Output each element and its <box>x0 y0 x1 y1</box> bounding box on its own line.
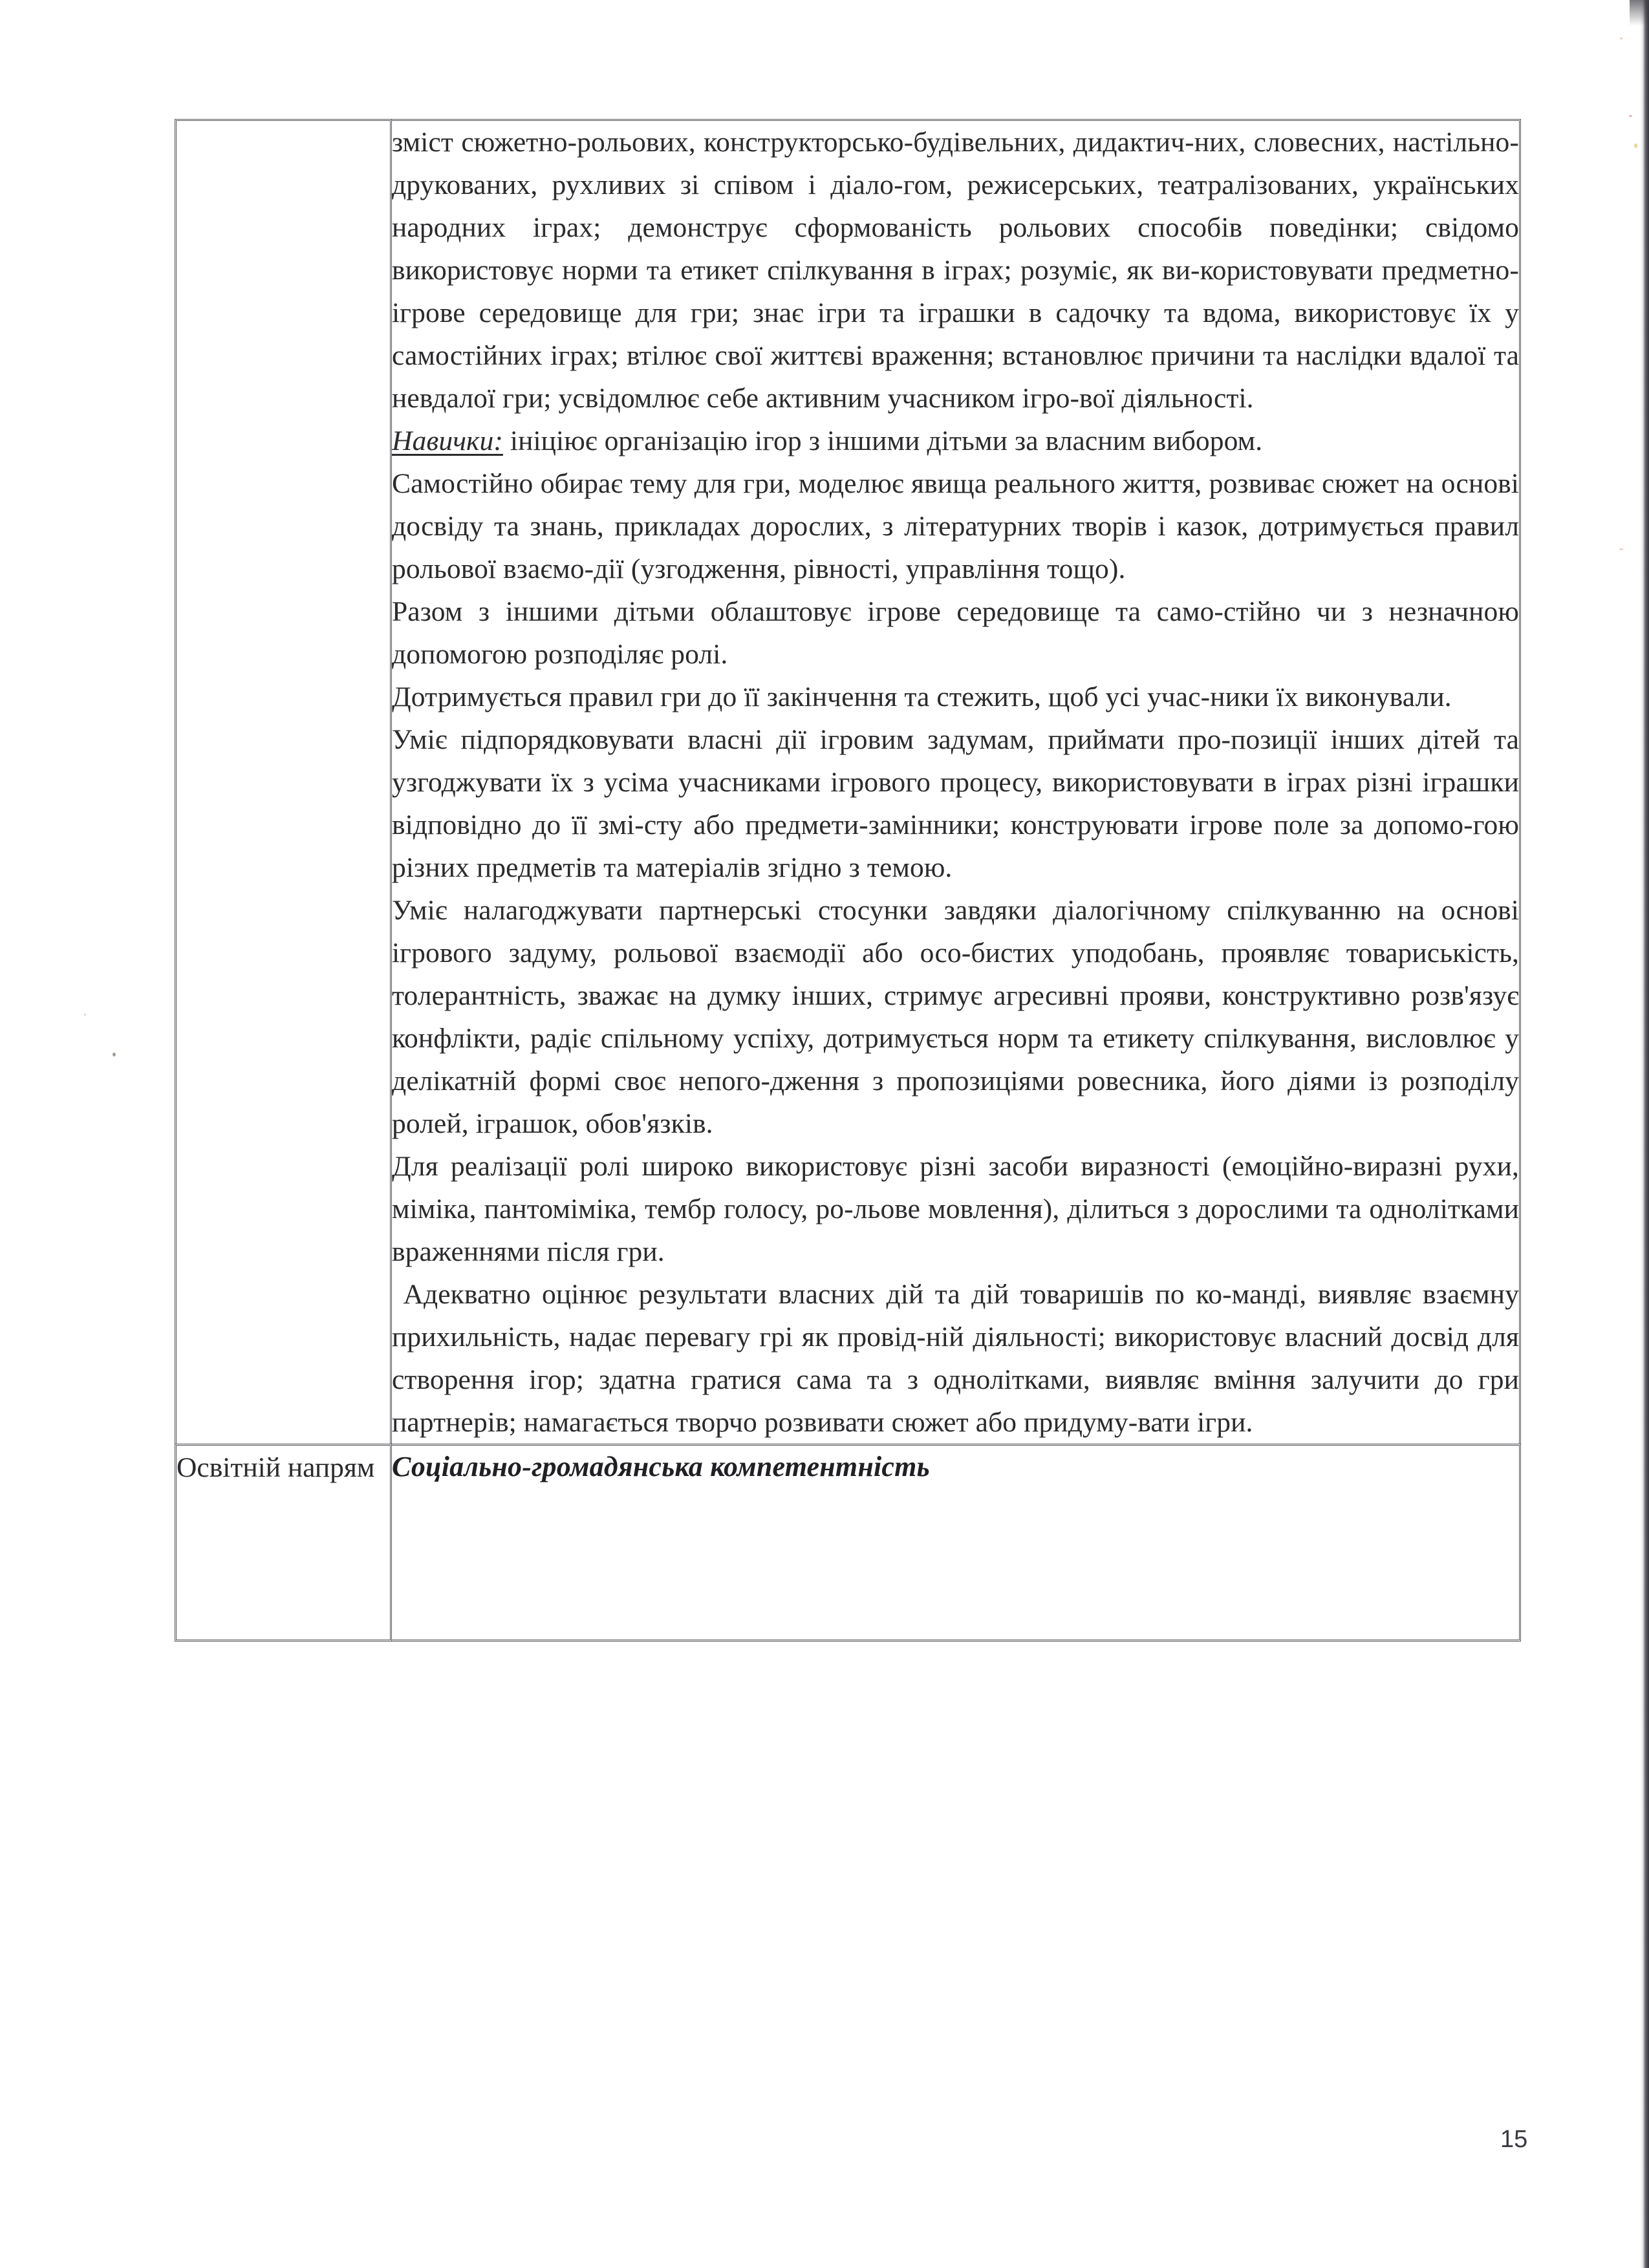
scan-speck <box>113 1053 116 1056</box>
table-cell-competence-heading <box>392 1444 1521 1642</box>
page-number: 15 <box>1500 2126 1528 2153</box>
table-cell-play-competence-content <box>392 119 1521 1444</box>
table-row <box>175 119 1521 1444</box>
competence-heading: Соціально-громадянська компетентність <box>392 1451 930 1482</box>
scan-speck <box>1619 548 1623 550</box>
table-cell-left-empty <box>175 119 392 1444</box>
paragraph-follows-rules: Дотримується правил гри до її закінчення та стежить, щоб усі учас-ники їх виконували. <box>392 681 1452 712</box>
paragraph-expressive-means: Для реалізації ролі широко використовує різні засоби виразності (емоційно-виразні рухи, міміка, пантоміміка, тембр голосу, ро-льове мовлення), ділиться з дорослими та однолітками враженнями після гри. <box>392 1151 1519 1267</box>
skills-label: Навички: <box>392 425 503 456</box>
scan-speck <box>1629 115 1632 117</box>
scan-speck <box>1620 37 1622 39</box>
scan-edge-artifact-right <box>1640 0 1649 2268</box>
skills-text: ініціює організацію ігор з іншими дітьми за власним вибором. <box>502 425 1263 456</box>
paragraph-independent-theme: Самостійно обирає тему для гри, моделює явища реального життя, розвиває сюжет на основі досвіду та знань, прикладах дорослих, з літературних творів і казок, дотримується правил рольової взаємо-дії (узгодження, рівності, управління тощо). <box>392 468 1519 584</box>
paragraph-adequate-assessment: Адекватно оцінює результати власних дій та дій товаришів по ко-манді, виявляє взаємну прихильність, надає перевагу грі як провід-ній діяльності; використовує власний досвід для створення ігор; здатна гратися сама та з однолітками, виявляє вміння залучити до гри партнерів; намагається творчо розвивати сюжет або придуму-вати ігри. <box>392 1279 1519 1438</box>
paragraph-skills <box>392 420 1519 462</box>
paragraph-subordinate-actions: Уміє підпорядковувати власні дії ігровим задумам, приймати про-позиції інших дітей та узгоджувати їх з усіма учасниками ігрового процесу, використовувати в іграх різні іграшки відповідно до її змі-сту або предмети-замінники; конструювати ігрове поле за допомо-гою різних предметів та матеріалів згідно з темою. <box>392 724 1519 883</box>
curriculum-table <box>175 119 1521 1642</box>
educational-direction-label: Освітній напрям <box>177 1452 375 1483</box>
paragraph-partner-relations: Уміє налагоджувати партнерські стосунки завдяки діалогічному спілкуванню на основі ігрового задуму, рольової взаємодії або осо-бистих уподобань, проявляє товариськість, толерантність, зважає на думку інших, стримує агресивні прояви, конструктивно розв'язує конфлікти, радіє спільному успіху, дотримується норм та етикету спілкування, висловлює у делікатній формі своє непого-дження з пропозиціями ровесника, його діями із розподілу ролей, іграшок, обов'язків. <box>392 895 1519 1139</box>
paragraph-game-content: зміст сюжетно-рольових, конструкторсько-будівельних, дидактич-них, словесних, настільно-друкованих, рухливих зі співом і діало-гом, режисерських, театралізованих, українських народних іграх; демонструє сформованість рольових способів поведінки; свідомо використовує норми та етикет спілкування в іграх; розуміє, як ви-користовувати предметно-ігрове середовище для гри; знає ігри та іграшки в садочку та вдома, використовує їх у самостійних іграх; втілює свої життєві враження; встановлює причини та наслідки вдалої та невдалої гри; усвідомлює себе активним учасником ігро-вої діяльності. <box>392 127 1519 414</box>
table-row <box>175 1444 1521 1642</box>
table-cell-educational-direction-label <box>175 1444 392 1642</box>
scan-edge-artifact-top <box>1630 0 1649 26</box>
scan-speck <box>1634 144 1637 148</box>
scan-speck <box>84 1014 86 1016</box>
paragraph-shared-environment: Разом з іншими дітьми облаштовує ігрове середовище та само-стійно чи з незначною допомогою розподіляє ролі. <box>392 596 1519 670</box>
